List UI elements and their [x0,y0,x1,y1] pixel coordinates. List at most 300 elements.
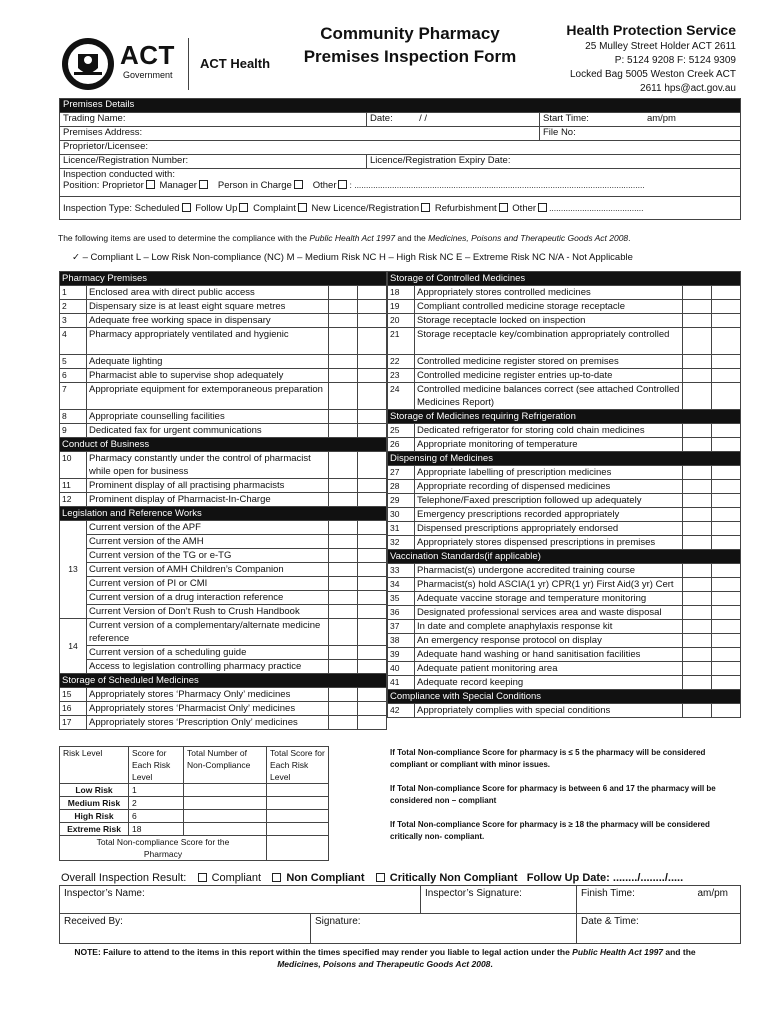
item-number: 38 [388,634,415,648]
total-number-cell[interactable] [184,797,267,810]
item-result-cell[interactable] [712,300,741,314]
item-description: An emergency response protocol on display [415,634,683,648]
item-result-cell[interactable] [712,648,741,662]
item-number: 28 [388,480,415,494]
item-result-cell[interactable] [683,606,712,620]
item-row [60,591,387,605]
item-description: Appropriately stores ‘Pharmacy Only’ medicines [87,688,329,702]
item-result-cell[interactable] [329,688,358,702]
item-result-cell[interactable] [329,716,358,730]
date-time-field[interactable]: Date & Time: [577,914,741,944]
section-header: Conduct of Business [60,438,387,452]
trading-name-field[interactable]: Trading Name: [60,113,367,127]
file-no-field[interactable]: File No: [540,127,741,141]
item-result-cell[interactable] [329,619,358,646]
item-row [388,286,741,300]
item-description: Dispensary size is at least eight square metres [87,300,329,314]
item-number: 33 [388,564,415,578]
item-result-cell[interactable] [329,549,358,563]
finish-time-field[interactable]: Finish Time: am/pm [577,886,741,914]
item-result-cell[interactable] [683,508,712,522]
item-result-cell[interactable] [358,646,387,660]
item-description: Pharmacist(s) undergone accredited training course [415,564,683,578]
compliance-note-3: If Total Non-compliance Score for pharmacy is ≥ 18 the pharmacy will be considered critically non- compliant. [390,820,710,841]
item-number: 23 [388,369,415,383]
inspector-name-field[interactable]: Inspector’s Name: [60,886,421,914]
item-result-cell[interactable] [712,383,741,410]
item-result-cell[interactable] [358,577,387,591]
item-result-cell[interactable] [712,662,741,676]
org-name: Health Protection Service [566,22,736,38]
total-score-cell[interactable] [267,784,329,797]
logo-act-health: ACT Health [200,56,271,71]
item-row [388,314,741,328]
item-description: Storage receptacle locked on inspection [415,314,683,328]
item-result-cell[interactable] [358,702,387,716]
item-number: 20 [388,314,415,328]
item-result-cell[interactable] [683,314,712,328]
item-result-cell[interactable] [683,522,712,536]
item-description: Controlled medicine register stored on premises [415,355,683,369]
item-result-cell[interactable] [358,328,387,355]
item-description: Pharmacist able to supervise shop adequately [87,369,329,383]
item-description: Appropriately stores controlled medicines [415,286,683,300]
premises-address-field[interactable]: Premises Address: [60,127,540,141]
item-result-cell[interactable] [358,286,387,300]
item-row [388,606,741,620]
licence-number-field[interactable]: Licence/Registration Number: [60,155,367,169]
item-result-cell[interactable] [683,383,712,410]
signoff-table [59,885,741,944]
item-number: 29 [388,494,415,508]
item-row [60,314,387,328]
item-result-cell[interactable] [329,300,358,314]
new-licence-checkbox[interactable] [421,203,430,212]
item-result-cell[interactable] [712,286,741,300]
item-description: Access to legislation controlling pharmacy practice [87,660,329,674]
item-result-cell[interactable] [683,466,712,480]
item-number: 40 [388,662,415,676]
item-number: 25 [388,424,415,438]
item-description: Adequate patient monitoring area [415,662,683,676]
total-number-cell[interactable] [184,810,267,823]
score-header-score: Score for Each Risk Level [129,747,184,784]
item-description: Pharmacy appropriately ventilated and hygienic [87,328,329,355]
item-number: 4 [60,328,87,355]
item-result-cell[interactable] [358,355,387,369]
org-address-3: 2611 hps@act.gov.au [640,83,736,94]
item-description: Enclosed area with direct public access [87,286,329,300]
item-row [60,549,387,563]
item-row [60,563,387,577]
compliance-note-1: If Total Non-compliance Score for pharmacy is ≤ 5 the pharmacy will be considered compliant or compliant with minor issues. [390,748,706,769]
item-description: Controlled medicine balances correct (see attached Controlled Medicines Report) [415,383,683,410]
item-row [60,383,387,410]
item-number: 39 [388,648,415,662]
signature-field[interactable]: Signature: [311,914,577,944]
premises-section-header: Premises Details [60,99,741,113]
right-items-table [387,271,741,718]
type-other-checkbox[interactable] [538,203,547,212]
item-result-cell[interactable] [712,592,741,606]
item-result-cell[interactable] [683,494,712,508]
date-field[interactable]: Date: / / [367,113,540,127]
item-number: 8 [60,410,87,424]
person-in-charge-checkbox[interactable] [294,180,303,189]
total-number-cell[interactable] [184,784,267,797]
item-result-cell[interactable] [358,563,387,577]
item-result-cell[interactable] [683,578,712,592]
item-number: 2 [60,300,87,314]
total-number-cell[interactable] [184,823,267,836]
item-result-cell[interactable] [358,479,387,493]
item-result-cell[interactable] [683,592,712,606]
item-number: 41 [388,676,415,690]
item-result-cell[interactable] [358,535,387,549]
compliance-intro-text: The following items are used to determine the compliance with the Public Health Act 1997 and the Medicines, Poisons and Therapeutic Goods Act 2008. [58,233,631,243]
item-number: 12 [60,493,87,507]
item-row [60,410,387,424]
item-number: 11 [60,479,87,493]
inspector-signature-field[interactable]: Inspector’s Signature: [421,886,577,914]
start-time-field[interactable]: Start Time: am/pm [540,113,741,127]
item-result-cell[interactable] [358,619,387,646]
risk-level-label: Medium Risk [60,797,129,810]
item-description: Designated professional services area and waste disposal [415,606,683,620]
item-description: Compliant controlled medicine storage receptacle [415,300,683,314]
logo-divider [188,38,189,90]
item-description: Appropriate equipment for extemporaneous preparation [87,383,329,410]
act-coat-of-arms-logo [60,36,116,97]
item-result-cell[interactable] [683,564,712,578]
item-result-cell[interactable] [712,480,741,494]
item-result-cell[interactable] [683,676,712,690]
item-result-cell[interactable] [683,355,712,369]
item-number: 10 [60,452,87,479]
item-row [388,578,741,592]
item-result-cell[interactable] [329,328,358,355]
item-result-cell[interactable] [329,702,358,716]
item-description: Dedicated refrigerator for storing cold chain medicines [415,424,683,438]
item-number: 15 [60,688,87,702]
item-description: Appropriately stores ‘Pharmacist Only’ medicines [87,702,329,716]
item-result-cell[interactable] [329,410,358,424]
item-description: Dedicated fax for urgent communications [87,424,329,438]
item-description: Appropriate monitoring of temperature [415,438,683,452]
item-number: 1 [60,286,87,300]
item-result-cell[interactable] [329,646,358,660]
total-score-cell[interactable] [267,797,329,810]
item-result-cell[interactable] [329,591,358,605]
total-score-value[interactable] [267,836,329,861]
item-description: Current version of a scheduling guide [87,646,329,660]
item-number: 31 [388,522,415,536]
non-compliant-checkbox[interactable] [272,873,281,882]
item-row [388,536,741,550]
item-result-cell[interactable] [329,355,358,369]
complaint-checkbox[interactable] [298,203,307,212]
item-row [388,369,741,383]
item-row [388,300,741,314]
item-result-cell[interactable] [358,424,387,438]
section-header: Pharmacy Premises [60,272,387,286]
refurbishment-checkbox[interactable] [499,203,508,212]
section-header: Compliance with Special Conditions [388,690,741,704]
item-row [388,522,741,536]
item-number: 9 [60,424,87,438]
item-row [60,702,387,716]
item-result-cell[interactable] [358,660,387,674]
item-description: Storage receptacle key/combination appropriately controlled [415,328,683,355]
item-result-cell[interactable] [358,549,387,563]
item-result-cell[interactable] [329,493,358,507]
item-row [60,479,387,493]
item-description: Appropriate counselling facilities [87,410,329,424]
page-title [290,22,530,68]
item-result-cell[interactable] [712,578,741,592]
item-row [388,564,741,578]
item-result-cell[interactable] [329,605,358,619]
overall-result-row: Overall Inspection Result: Compliant Non Compliant Critically Non Compliant Follow Up Date: ......../......../..... [61,872,684,884]
item-result-cell[interactable] [712,564,741,578]
item-result-cell[interactable] [329,521,358,535]
item-description: In date and complete anaphylaxis response kit [415,620,683,634]
total-score-cell[interactable] [267,810,329,823]
item-description: Adequate record keeping [415,676,683,690]
item-result-cell[interactable] [358,591,387,605]
item-result-cell[interactable] [683,480,712,494]
item-row [60,493,387,507]
org-address-2: Locked Bag 5005 Weston Creek ACT [569,69,736,80]
item-row [388,648,741,662]
section-header: Legislation and Reference Works [60,507,387,521]
item-result-cell[interactable] [683,369,712,383]
item-result-cell[interactable] [358,716,387,730]
org-phone: P: 5124 9208 F: 5124 9309 [614,55,736,66]
footer-note: NOTE: Failure to attend to the items in this report within the times specified may render you liable to legal action under the Public Health Act 1997 and the Medicines, Poisons and Therapeutic Goods Act 2008. [74,947,696,969]
item-row [60,300,387,314]
left-items-table [59,271,387,730]
received-by-field[interactable]: Received By: [60,914,311,944]
item-number: 21 [388,328,415,355]
item-result-cell[interactable] [358,521,387,535]
item-number: 42 [388,704,415,718]
item-number: 24 [388,383,415,410]
item-description: Adequate vaccine storage and temperature monitoring [415,592,683,606]
risk-score: 2 [129,797,184,810]
risk-score: 1 [129,784,184,797]
item-description: Appropriately stores ‘Prescription Only’ medicines [87,716,329,730]
follow-up-checkbox[interactable] [239,203,248,212]
scheduled-checkbox[interactable] [182,203,191,212]
item-description: Prominent display of Pharmacist-In-Charge [87,493,329,507]
item-number: 34 [388,578,415,592]
item-result-cell[interactable] [712,508,741,522]
item-description: Dispensed prescriptions appropriately endorsed [415,522,683,536]
item-result-cell[interactable] [712,466,741,480]
item-result-cell[interactable] [712,328,741,355]
item-result-cell[interactable] [358,410,387,424]
item-number: 17 [60,716,87,730]
item-result-cell[interactable] [712,606,741,620]
item-row [388,592,741,606]
item-description: Current version of AMH Children’s Companion [87,563,329,577]
item-row [388,676,741,690]
item-result-cell[interactable] [358,493,387,507]
item-result-cell[interactable] [329,535,358,549]
premises-details-table [59,98,741,220]
item-row [60,619,387,646]
item-row [60,605,387,619]
score-header-total-score: Total Score for Each Risk Level [267,747,329,784]
item-number: 13 [60,521,87,619]
risk-level-label: High Risk [60,810,129,823]
logo-act-text: ACT [120,40,175,70]
item-row [388,704,741,718]
item-result-cell[interactable] [712,494,741,508]
item-result-cell[interactable] [358,688,387,702]
item-result-cell[interactable] [712,704,741,718]
item-row [60,577,387,591]
item-result-cell[interactable] [683,286,712,300]
item-result-cell[interactable] [329,369,358,383]
item-result-cell[interactable] [329,563,358,577]
item-result-cell[interactable] [683,704,712,718]
item-result-cell[interactable] [358,605,387,619]
item-result-cell[interactable] [329,424,358,438]
risk-level-label: Low Risk [60,784,129,797]
item-row [388,466,741,480]
item-result-cell[interactable] [329,577,358,591]
item-number: 5 [60,355,87,369]
item-result-cell[interactable] [358,300,387,314]
critically-non-compliant-checkbox[interactable] [376,873,385,882]
item-result-cell[interactable] [712,522,741,536]
item-number: 7 [60,383,87,410]
item-number: 16 [60,702,87,716]
item-number: 22 [388,355,415,369]
item-number: 30 [388,508,415,522]
item-description: Current version of a complementary/alternate medicine reference [87,619,329,646]
title-line-1: Community Pharmacy [320,24,500,43]
item-description: Current version of the TG or e-TG [87,549,329,563]
item-number: 18 [388,286,415,300]
licence-expiry-field[interactable]: Licence/Registration Expiry Date: [367,155,741,169]
item-number: 37 [388,620,415,634]
item-row [388,508,741,522]
item-result-cell[interactable] [329,286,358,300]
item-result-cell[interactable] [683,300,712,314]
item-row [60,355,387,369]
risk-score: 18 [129,823,184,836]
item-result-cell[interactable] [329,660,358,674]
item-row [388,328,741,355]
item-result-cell[interactable] [358,314,387,328]
item-row [60,369,387,383]
item-result-cell[interactable] [329,452,358,479]
item-row [60,286,387,300]
item-row [60,535,387,549]
section-header: Storage of Controlled Medicines [388,272,741,286]
item-result-cell[interactable] [683,536,712,550]
item-description: Appropriately complies with special conditions [415,704,683,718]
item-result-cell[interactable] [358,452,387,479]
section-header: Dispensing of Medicines [388,452,741,466]
item-description: Current Version of Don’t Rush to Crush Handbook [87,605,329,619]
item-number: 27 [388,466,415,480]
item-result-cell[interactable] [683,648,712,662]
total-score-cell[interactable] [267,823,329,836]
manager-checkbox[interactable] [199,180,208,189]
proprietor-checkbox[interactable] [146,180,155,189]
item-result-cell[interactable] [358,369,387,383]
item-description: Appropriate labelling of prescription medicines [415,466,683,480]
item-result-cell[interactable] [712,634,741,648]
section-header: Storage of Scheduled Medicines [60,674,387,688]
item-result-cell[interactable] [683,328,712,355]
item-result-cell[interactable] [683,424,712,438]
item-result-cell[interactable] [683,662,712,676]
item-number: 36 [388,606,415,620]
item-result-cell[interactable] [329,314,358,328]
compliance-legend: ✓ – Compliant L – Low Risk Non-compliance (NC) M – Medium Risk NC H – High Risk NC E – Extreme Risk NC N/A - Not Applicable [72,252,633,263]
item-result-cell[interactable] [358,383,387,410]
item-result-cell[interactable] [683,438,712,452]
item-row [60,688,387,702]
logo-government-text: Government [123,70,173,80]
item-description: Appropriate recording of dispensed medicines [415,480,683,494]
item-description: Adequate hand washing or hand sanitisation facilities [415,648,683,662]
follow-up-date[interactable]: Follow Up Date: ......../......../..... [526,872,684,884]
item-row [60,424,387,438]
item-result-cell[interactable] [712,369,741,383]
inspection-conducted-with: Inspection conducted with: Position: Proprietor Manager Person in Charge Other : ........................................................................................................................... [60,169,741,197]
item-result-cell[interactable] [712,438,741,452]
item-result-cell[interactable] [683,620,712,634]
item-row [388,383,741,410]
item-result-cell[interactable] [712,676,741,690]
item-result-cell[interactable] [329,479,358,493]
item-result-cell[interactable] [329,383,358,410]
title-line-2: Premises Inspection Form [303,47,517,66]
item-row [60,521,387,535]
item-number: 19 [388,300,415,314]
compliant-checkbox[interactable] [198,873,207,882]
item-result-cell[interactable] [683,634,712,648]
item-row [388,480,741,494]
item-description: Adequate free working space in dispensary [87,314,329,328]
item-row [60,646,387,660]
org-contact-block [506,20,736,96]
item-row [388,494,741,508]
risk-score: 6 [129,810,184,823]
item-result-cell[interactable] [712,355,741,369]
item-result-cell[interactable] [712,314,741,328]
proprietor-field[interactable]: Proprietor/Licensee: [60,141,741,155]
item-number: 32 [388,536,415,550]
item-result-cell[interactable] [712,536,741,550]
item-description: Pharmacist(s) hold ASCIA(1 yr) CPR(1 yr) First Aid(3 yr) Cert [415,578,683,592]
score-header-risk-level: Risk Level [60,747,129,784]
section-header: Storage of Medicines requiring Refrigeration [388,410,741,424]
position-other-checkbox[interactable] [338,180,347,189]
item-number: 14 [60,619,87,674]
item-result-cell[interactable] [712,424,741,438]
item-number: 3 [60,314,87,328]
item-row [60,452,387,479]
item-result-cell[interactable] [712,620,741,634]
risk-level-label: Extreme Risk [60,823,129,836]
